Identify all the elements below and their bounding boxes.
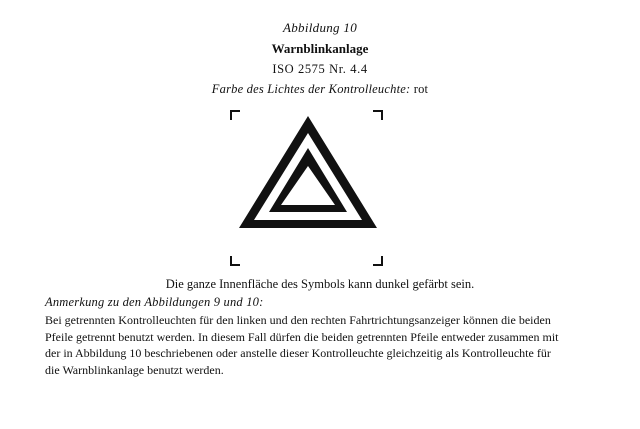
figure-name: Warnblinkanlage: [271, 41, 369, 56]
note-heading: Anmerkung zu den Abbildungen 9 und 10:: [45, 295, 264, 309]
crop-mark-top-left: [231, 111, 240, 120]
light-color-value: rot: [413, 82, 429, 96]
light-color-label: Farbe des Lichtes der Kontrolleuchte:: [211, 82, 411, 96]
figure-title: Abbildung 10: [282, 20, 357, 35]
note-line: der in Abbildung 10 beschriebenen oder anstelle dieser Kontrolleuchte gleichzeitig als Kontrolleuchte für: [45, 346, 551, 360]
note-line: die Warnblinkanlage benutzt werden.: [45, 362, 224, 377]
crop-mark-top-right: [373, 111, 382, 120]
inner-triangle: [269, 148, 347, 212]
hazard-warning-triangle-icon: [228, 108, 388, 268]
crop-mark-bottom-left: [231, 256, 240, 265]
light-color-line: [0, 82, 640, 97]
symbol-frame: [228, 108, 388, 268]
note-body: [45, 312, 605, 378]
symbol-caption: Die ganze Innenfläche des Symbols kann dunkel gefärbt sein.: [165, 277, 475, 291]
iso-reference: ISO 2575 Nr. 4.4: [272, 62, 368, 76]
crop-mark-bottom-right: [373, 256, 382, 265]
note-line: Bei getrennten Kontrolleuchten für den linken und den rechten Fahrtrichtungsanzeiger können die beiden: [45, 313, 551, 327]
note-line: Pfeile getrennt benutzt werden. In diesem Fall dürfen die beiden getrennten Pfeile entweder zusammen mit: [45, 329, 559, 344]
